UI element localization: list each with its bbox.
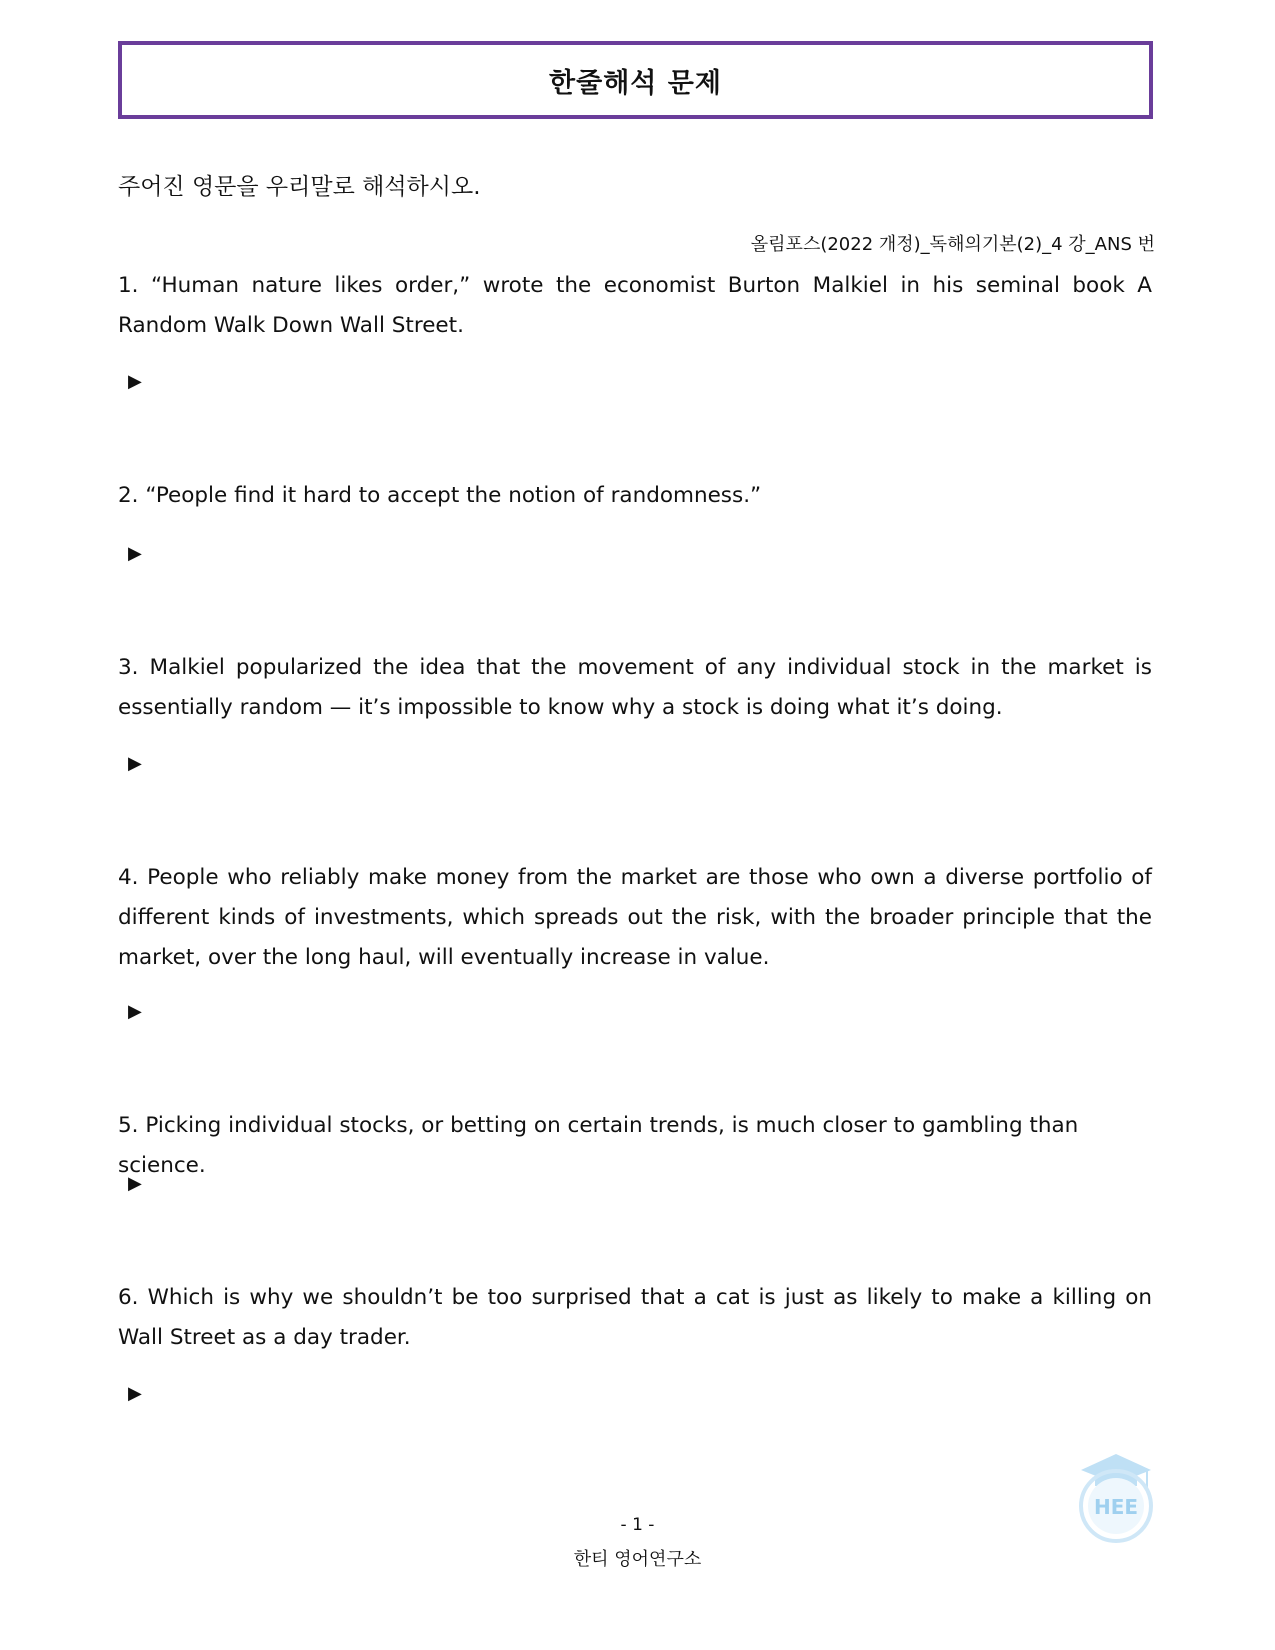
- question-text-4: 4. People who reliably make money from the market are those who own a diverse portfolio of different kinds of investments, which spreads out the risk, with the broader principle that the market, over the long haul, will eventually increase in value.: [118, 865, 1152, 970]
- instruction-text: 주어진 영문을 우리말로 해석하시오.: [118, 174, 481, 200]
- page-number: - 1 -: [620, 1515, 655, 1535]
- question-item-3: [118, 648, 1152, 774]
- answer-arrow-icon: ▶: [128, 753, 142, 774]
- footer-organization: 한티 영어연구소: [573, 1549, 702, 1570]
- question-item-5: [118, 1106, 1152, 1194]
- question-item-1: [118, 266, 1152, 392]
- question-text-3: 3. Malkiel popularized the idea that the movement of any individual stock in the market is essentially random — it’s impossible to know why a stock is doing what it’s doing.: [118, 655, 1152, 720]
- answer-arrow-icon: ▶: [128, 1001, 142, 1022]
- question-item-6: [118, 1278, 1152, 1404]
- answer-arrow-icon: ▶: [128, 371, 142, 392]
- question-text-6: 6. Which is why we shouldn’t be too surprised that a cat is just as likely to make a killing on Wall Street as a day trader.: [118, 1285, 1152, 1350]
- answer-arrow-icon: ▶: [128, 1173, 142, 1194]
- question-item-4: [118, 858, 1152, 1022]
- source-reference: 올림포스(2022 개정)_독해의기본(2)_4 강_ANS 번: [750, 234, 1155, 255]
- answer-arrow-icon: ▶: [128, 1383, 142, 1404]
- page-title: 한줄해석 문제: [549, 67, 722, 99]
- hee-logo-icon: [1075, 1450, 1157, 1545]
- logo-text: HEE: [1093, 1495, 1139, 1519]
- question-text-2: 2. “People find it hard to accept the notion of randomness.”: [118, 483, 762, 508]
- answer-arrow-icon: ▶: [128, 543, 142, 564]
- question-text-5: 5. Picking individual stocks, or betting on certain trends, is much closer to gambling than science.: [118, 1113, 1079, 1178]
- question-item-2: [118, 476, 1152, 564]
- title-box: [118, 41, 1153, 119]
- question-text-1: 1. “Human nature likes order,” wrote the economist Burton Malkiel in his seminal book A Random Walk Down Wall Street.: [118, 273, 1152, 338]
